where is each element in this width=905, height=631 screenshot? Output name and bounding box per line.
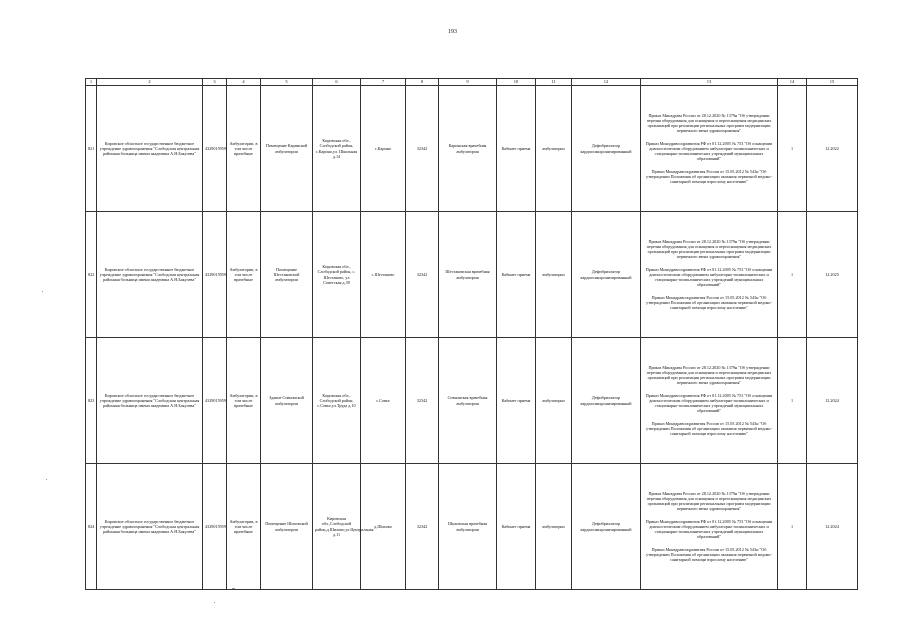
inn-code: 4329015959 <box>203 338 227 464</box>
scan-speck <box>232 588 235 589</box>
care-conditions: амбулаторно <box>536 338 572 464</box>
facility-address: Кировская обл., Слободской район, с. Шестаково, ул Советская д.39 <box>313 212 361 338</box>
column-number-row <box>86 79 858 86</box>
table-row <box>86 338 858 464</box>
facility-name: Здание Совьинской амбулатории <box>261 338 313 464</box>
location-code: 32342 <box>406 338 439 464</box>
location-code: 32342 <box>406 86 439 212</box>
facility-address: Кировская обл., Слободской район, с.Совье,ул.Труда д.10 <box>313 338 361 464</box>
equipment-name: Дефибриллятор кардиосинхронизированный <box>572 464 641 590</box>
room: Кабинет приема <box>497 86 536 212</box>
facility-kind: Амбулатории, в том числе врачебные <box>227 86 261 212</box>
care-conditions: амбулаторно <box>536 464 572 590</box>
equipment-name: Дефибриллятор кардиосинхронизированный <box>572 338 641 464</box>
subdivision: Шестаковская врачебная амбулатория <box>439 212 497 338</box>
legal-basis-order-753: Приказ Минздравсоцразвития РФ от 01.12.2005 № 753 "Об оснащении диагностическим оборудованием амбулаторно-поликлинических и стационарно-поликлинических учреждений муниципальных образований" <box>645 266 773 288</box>
care-conditions: амбулаторно <box>536 86 572 212</box>
legal-basis <box>641 464 778 590</box>
column-number: 2 <box>97 79 203 86</box>
page-number: 193 <box>448 29 457 35</box>
column-number: 12 <box>572 79 641 86</box>
legal-basis-order-753: Приказ Минздравсоцразвития РФ от 01.12.2005 № 753 "Об оснащении диагностическим оборудованием амбулаторно-поликлинических и стационарно-поликлинических учреждений муниципальных образований" <box>645 518 773 540</box>
legal-basis <box>641 86 778 212</box>
column-number: 15 <box>807 79 858 86</box>
equipment-name: Дефибриллятор кардиосинхронизированный <box>572 86 641 212</box>
row-number: 821 <box>86 86 97 212</box>
planned-date: 12.2025 <box>807 212 858 338</box>
scan-speck <box>46 479 47 480</box>
facility-kind: Амбулатории, в том числе врачебные <box>227 212 261 338</box>
column-number: 5 <box>261 79 313 86</box>
settlement: д.Шихово <box>361 464 406 590</box>
facility-kind: Амбулатории, в том числе врачебные <box>227 464 261 590</box>
facility-name: Помещение Каринской амбулатории <box>261 86 313 212</box>
row-number: 824 <box>86 464 97 590</box>
column-number: 9 <box>439 79 497 86</box>
facility-address: Кировская обл., Слободской район, с.Карино,ул. Школьная д.14 <box>313 86 361 212</box>
column-number: 1 <box>86 79 97 86</box>
inn-code: 4329015959 <box>203 86 227 212</box>
legal-basis-order-543n: Приказ Минздравсоцразвития России от 15.05.2012 № 543н "Об утверждении Положения об организации оказания первичной медико-санитарной помощи взрослому населению" <box>646 294 772 311</box>
facility-name: Помещение Шестаковской амбулатории <box>261 212 313 338</box>
legal-basis <box>641 212 778 338</box>
inn-code: 4329015959 <box>203 464 227 590</box>
organization-name: Кировское областное государственное бюджетное учреждение здравоохранения "Слободская центральная районная больница имени академика А.Н.Бакулева" <box>97 86 203 212</box>
column-number: 13 <box>641 79 778 86</box>
table-row <box>86 464 858 590</box>
care-conditions: амбулаторно <box>536 212 572 338</box>
column-number: 10 <box>497 79 536 86</box>
subdivision: Каринская врачебная амбулатория <box>439 86 497 212</box>
inn-code: 4329015959 <box>203 212 227 338</box>
scan-speck <box>42 291 43 292</box>
legal-basis <box>641 338 778 464</box>
organization-name: Кировское областное государственное бюджетное учреждение здравоохранения "Слободская центральная районная больница имени академика А.Н.Бакулева" <box>97 212 203 338</box>
table-row <box>86 212 858 338</box>
quantity: 1 <box>778 464 807 590</box>
column-number: 7 <box>361 79 406 86</box>
organization-name: Кировское областное государственное бюджетное учреждение здравоохранения "Слободская центральная районная больница имени академика А.Н.Бакулева" <box>97 338 203 464</box>
facility-kind: Амбулатории, в том числе врачебные <box>227 338 261 464</box>
legal-basis-order-1379n: Приказ Минздрава России от 28.12.2020 № 1379н "Об утверждении перечня оборудования для оснащения и переоснащения медицинских организаций при реализации региональных программ модернизации первичного звена здравоохранения" <box>646 112 772 134</box>
subdivision: Шиховская врачебная амбулатория <box>439 464 497 590</box>
room: Кабинет приема <box>497 464 536 590</box>
column-number: 6 <box>313 79 361 86</box>
quantity: 1 <box>778 86 807 212</box>
settlement: с.Карино <box>361 86 406 212</box>
facility-name: Помещение Шиховской амбулатории <box>261 464 313 590</box>
legal-basis-order-543n: Приказ Минздравсоцразвития России от 15.05.2012 № 543н "Об утверждении Положения об организации оказания первичной медико-санитарной помощи взрослому населению" <box>646 420 772 437</box>
legal-basis-order-753: Приказ Минздравсоцразвития РФ от 01.12.2005 № 753 "Об оснащении диагностическим оборудованием амбулаторно-поликлинических и стационарно-поликлинических учреждений муниципальных образований" <box>645 392 773 414</box>
legal-basis-order-543n: Приказ Минздравсоцразвития России от 15.05.2012 № 543н "Об утверждении Положения об организации оказания первичной медико-санитарной помощи взрослому населению" <box>646 546 772 563</box>
room: Кабинет приема <box>497 338 536 464</box>
quantity: 1 <box>778 212 807 338</box>
subdivision: Совьинская врачебная амбулатория <box>439 338 497 464</box>
legal-basis-order-543n: Приказ Минздравсоцразвития России от 15.05.2012 № 543н "Об утверждении Положения об организации оказания первичной медико-санитарной помощи взрослому населению" <box>646 168 772 185</box>
planned-date: 12.2024 <box>807 464 858 590</box>
scan-speck <box>214 602 215 603</box>
location-code: 32342 <box>406 212 439 338</box>
planned-date: 12.2022 <box>807 86 858 212</box>
legal-basis-order-753: Приказ Минздравсоцразвития РФ от 01.12.2005 № 753 "Об оснащении диагностическим оборудованием амбулаторно-поликлинических и стационарно-поликлинических учреждений муниципальных образований" <box>645 140 773 162</box>
column-number: 8 <box>406 79 439 86</box>
room: Кабинет приема <box>497 212 536 338</box>
facility-address: Кировская обл.,Слободской район,д.Шихово,ул.Центральная д.11 <box>313 464 361 590</box>
legal-basis-order-1379n: Приказ Минздрава России от 28.12.2020 № 1379н "Об утверждении перечня оборудования для оснащения и переоснащения медицинских организаций при реализации региональных программ модернизации первичного звена здравоохранения" <box>646 238 772 260</box>
column-number: 3 <box>203 79 227 86</box>
table-row <box>86 86 858 212</box>
settlement: с.Шестаково <box>361 212 406 338</box>
equipment-name: Дефибриллятор кардиосинхронизированный <box>572 212 641 338</box>
row-number: 822 <box>86 212 97 338</box>
legal-basis-order-1379n: Приказ Минздрава России от 28.12.2020 № 1379н "Об утверждении перечня оборудования для оснащения и переоснащения медицинских организаций при реализации региональных программ модернизации первичного звена здравоохранения" <box>646 364 772 386</box>
location-code: 32342 <box>406 464 439 590</box>
row-number: 823 <box>86 338 97 464</box>
column-number: 11 <box>536 79 572 86</box>
organization-name: Кировское областное государственное бюджетное учреждение здравоохранения "Слободская центральная районная больница имени академика А.Н.Бакулева" <box>97 464 203 590</box>
planned-date: 12.2024 <box>807 338 858 464</box>
settlement: с.Совье <box>361 338 406 464</box>
equipment-table <box>85 78 858 590</box>
legal-basis-order-1379n: Приказ Минздрава России от 28.12.2020 № 1379н "Об утверждении перечня оборудования для оснащения и переоснащения медицинских организаций при реализации региональных программ модернизации первичного звена здравоохранения" <box>646 490 772 512</box>
column-number: 14 <box>778 79 807 86</box>
column-number: 4 <box>227 79 261 86</box>
quantity: 1 <box>778 338 807 464</box>
